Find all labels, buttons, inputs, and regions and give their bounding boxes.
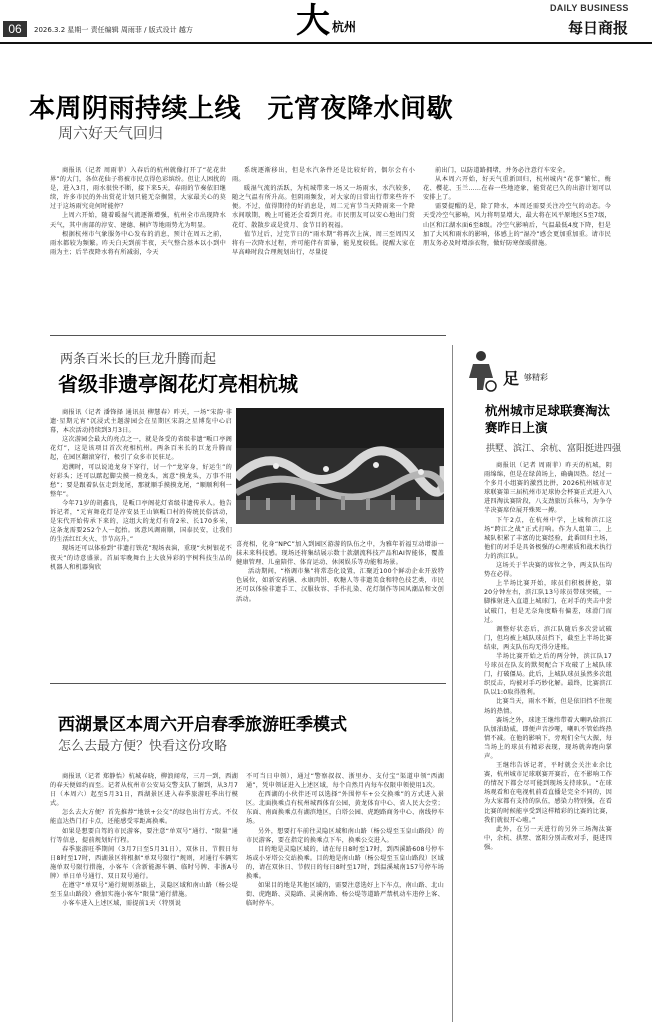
story3-body-1-para: 如果是想要自驾的市民游客，要注意“单双号”通行、“限量”通行等信息，提前规划好行程。 xyxy=(50,827,238,844)
story3-body-2-para: 如果目的地是其他区域的，需要注意选好上下车点，南山路、北山街、虎跑路、灵隐路、灵溪南路、杨公堤等道路严禁机动车违停上客、临时停车。 xyxy=(246,882,444,908)
story2-body-1-para: 现场还可以体验到“非遗打铁花”现场表演，重现“火树银花不夜天”的诗意盛景。首届零晚舞台上大放异彩的宇树科技生品的机器人和机器狗欣 xyxy=(50,545,232,571)
sidebar-divider xyxy=(452,345,453,1022)
sidebar-tag: 够精彩 xyxy=(524,373,548,382)
page-number: 06 xyxy=(8,22,22,36)
story3-body-1-para: 小客车进入上述区域，需提前1天（特别说 xyxy=(62,900,182,908)
story2-body-2-para: 活动期间，“格调市集”将常态化设置，汇聚近100个鲜动企业开放特色展位，如新安药膳、永康肉饼、吹糖人等非遗美食和特色技艺类，市民还可以体验非遗手工、汉服妆容、手作扎染、花灯制作等国风潮品和文创活动。 xyxy=(236,568,444,603)
story2-kicker: 两条百米长的巨龙升腾而起 xyxy=(60,352,217,367)
player-icon xyxy=(463,348,499,392)
story1-body-3-para: 从本周六开始，好天气重新回归，杭州城内“花事”繁忙，梅花、樱花、玉兰……在春一些地迹象，能赏花已久的出游计划可以安排上了。 xyxy=(423,176,611,202)
story3-body-2-para: 目的地是灵隐区域的，请在每日8时至17时，到西溪路608号停车场或小牙塔公交站换乘。目的地是南山路（杨公堤至玉皇山路段）区域的，请在双休日、节假日的每日8时至17时，到温溪城南157号停车场换乘。 xyxy=(246,845,444,881)
story2-column-1 xyxy=(50,408,232,666)
sidebar-body-para: 这场关于半决赛的席位之争，两支队伍均势在必得。 xyxy=(484,562,612,579)
story3-body-1-para: 在遵守“单双号”通行规则基础上，灵隐区域和南山路（杨公堤至玉皇山路段）叠加实施小客车“限量”通行措施。 xyxy=(50,882,238,899)
section-rule-1 xyxy=(50,335,446,336)
story1-body-1: 商报讯（记者 周雨菲）入春后的杭州就像打开了“花花世界”的大门，各位花仙子将被市民点得色彩缤纷。但让人困扰的是，进入3月，雨水很快不断，接下来5天，春雨的节奏依旧继续，许多市民的外出赏花计划只能无奈搁置，大家最关心的莫过于这场雨究竟何时能停？ xyxy=(50,167,226,211)
section-rule-2 xyxy=(50,683,446,684)
story3-body-2-para: 另外，想要打车前往灵隐区域和南山路（杨公堤至玉皇山路段）的市民游客，要在指定的换乘点下车，换乘公交进入。 xyxy=(246,827,444,844)
sidebar-headline: 杭州城市足球联赛淘汰赛昨日上演 xyxy=(485,403,611,435)
story1-body-3-para: 需要提醒的是，除了降水，本周还需要关注冷空气的动态。今天受冷空气影响，风力将明显增大，最大将在风平原地区5至7级，山区和江湖水面6至8级。冷空气影响后，气温最低4度下降，但是加了大风和雨水的影响，体感上的“湿冷”感会更加重加重。请市民朋友务必及时增添衣物，做好防寒保暖措施。 xyxy=(423,203,611,247)
sidebar-column xyxy=(484,461,612,1022)
story1-column-1 xyxy=(50,166,226,301)
story3-body-2-para: 在西湖的小伙伴还可以选择“外围停车+公交换乘”的方式进入景区。北面换乘点有杭州城西体育公园，黄龙体育中心、省人民大会堂；东面、南面换乘点有湖滨地区，白塔公园、虎跑路商务中心、南线停车场。 xyxy=(246,791,444,826)
brand-english: DAILY BUSINESS xyxy=(550,3,629,13)
date-info: 2026.3.2 星期一 责任编辑 周雨菲 / 版式设计 越方 xyxy=(34,26,193,34)
sidebar-body-para: 下午2点，在杭州中学，上城和滨江这场“跨江之战”正式打响。作为人组第二，上城队积累了丰富的比赛经验，此番回归主场，他们的对手是具备极强的心理素质和战术执行力的滨江队。 xyxy=(484,516,612,560)
story3-body-1: 商报讯（记者 郑静怡）杭城春晓，柳浪闻莺，三月一到，西湖的春天便如约而至。记者从杭州市公安局交警支队了解到，从3月7日（本周六）起至5月31日，西湖景区进入春季旅游旺季出行模式。 xyxy=(50,773,238,808)
story2-headline: 省级非遗亭阁花灯亮相杭城 xyxy=(58,372,298,396)
story3-headline: 西湖景区本周六开启春季旅游旺季模式 xyxy=(58,715,347,735)
dragon-lantern-photo xyxy=(236,408,444,524)
story3-subtitle: 怎么去最方便？快看这份攻略 xyxy=(58,739,228,754)
section-big-character: 大 xyxy=(296,1,330,41)
story2-body-1-para: 这次游园会最大的亮点之一，就是备受的省级非遗“畈口亭阁花灯”，这是该项目首次亮相杭州。两条百米长的巨龙升腾而起，在园区翻滚穿行，极引了众多市民驻足。 xyxy=(50,436,232,462)
sidebar-body-para: 比赛当天，雨水不断，但是依旧挡不住现场的热情。 xyxy=(484,698,612,715)
brand-chinese: 每日商报 xyxy=(568,19,629,37)
sidebar-subtitle: 拱墅、滨江、余杭、富阳挺进四强 xyxy=(486,444,622,454)
sidebar-badge: 足 xyxy=(503,369,520,388)
story1-subtitle: 周六好天气回归 xyxy=(58,124,164,142)
header-rule xyxy=(0,42,652,44)
sidebar-body-para: 王继纬告诉记者，平时就会关注业余比赛，杭州城市足球联赛开赛后，在不影响工作的情况下都会尽可能到现场支持球队。“在球场观看和在电视机前看直播是完全不同的，因为大家都有支持的队伍，感染力特别强，在看比赛的时候能享受到这样精彩的比赛的比赛，我们就很开心啦。” xyxy=(484,762,612,824)
story2-column-2 xyxy=(236,540,444,666)
sidebar-body-para: 半场比赛开始之后的两分钟，滨江队17号球员在队友的默契配合下攻破了上城队球门，打破僵局。此后，上城队球员虽然多次组织反击，均被对手巧妙化解。最终，比赛滨江队以1:0取得胜利。 xyxy=(484,652,612,697)
story1-headline: 本周阴雨持续上线 元宵夜降水间歇 xyxy=(29,94,454,124)
story1-body-2-para: 值节过后，过完节日的“雨水期”将再次上演，周三至周四又将有一次降水过程，并可能伴有雷暴，能见度较低。提醒大家在早高峰时段合理规划出行，尽量提 xyxy=(232,230,415,256)
story1-body-2-para: 暖湿气流的活跃，为杭城带来一场又一场雨水，水汽较多，随之气温有所升高。但阴雨频发，对大家的日常出行带来些许不便。不过，值得期待的好消息是，周二元宵节当天降雨来一个降水间歇期，晚上可能还会看到月亮。市民朋友可以安心地出门赏花灯、散散步或是赏月、食节目的祝福。 xyxy=(232,185,415,229)
story2-body-1: 商报讯（记者 潘锋择 通讯员 柳慧春）昨天，一场“宋韵·非遗·星期元宵”沉浸式主题游园会在星期区宋韵之星博览中心启幕，本次活动持续到3月3日。 xyxy=(50,409,232,435)
sidebar-body-para: 调整好状态后，滨江队随后多次尝试破门，但均被上城队球员挡下，截至上半场比赛结束，两支队伍均无得分进账。 xyxy=(484,625,612,651)
sidebar-body-para: 此外，在另一天进行的另外三场淘汰赛中，余杭、拱墅、富阳分别击败对手，挺进四强。 xyxy=(484,825,612,851)
sidebar-body-para: 上半场比赛开始，球员们积极拼抢，第20分钟左右，滨江队13号球员带球突破，一脚推射进入直道上城球门，在对手的夹击中尝试破门，但是无奈角度略有偏差，球滑门而过。 xyxy=(484,580,612,624)
story2-body-1-para: 今年71岁的胡鑫良，是畈口亭阁花灯省级非遗传承人。他告诉记者，“元宵舞花灯是淳安县王山镇畈口村的传统民俗活动，是宋代开始传承下来的，这组大的龙灯有奇2米、长170多米，这条龙需要252个人一起抬。寓意风调雨顺，国泰民安，让我们的生活红红火火、节节高升。” xyxy=(50,499,232,544)
story1-body-1-para: 上周六开始，随着暖湿气流逐渐增强，杭州全市出现降水天气，其中南部的淳安、建德、桐庐等地雨势尤为明显。 xyxy=(50,212,226,229)
story3-body-1-para: 春季旅游旺季期间（3月7日至5月31日），双休日、节假日每日8时至17时，西湖景区将根据“单双号限行”规则，对通行车辆实施单双号限行措施，小客车（含新能源车辆、临时号牌、非浙A号牌）单日单号通行、双日双号通行。 xyxy=(50,845,238,881)
story2-body-2: 喜亮相，化身“NPC”加入到园区游游的队伍之中，为雅年祈福互动增添一抹未来科技感。现场还将集结展示数十款潮流科技产品和AI智能体，覆盖健康管理、儿童陪伴、体育运动、休闲娱乐等功能和场景。 xyxy=(236,541,444,567)
story1-body-2: 系统逐渐移出，但是水汽条件还是比较好的，偶尔会有小雨。 xyxy=(232,167,415,184)
section-name: 杭州 xyxy=(332,20,357,34)
football-illustration xyxy=(463,348,499,392)
story3-column-2 xyxy=(246,772,444,1022)
story2-body-1-para: 追溯时，可以说追龙身下穿行，讨一个“龙穿身，好运生”的好彩头；还可以踮起脚尖摸一摸龙头，寓意“摸龙头，万事不用愁”；要是跟着队伍走到龙尾，那就顺手摸摸龙尾，“顺顺利利一整年”。 xyxy=(50,463,232,498)
story3-body-1-para: 怎么去大方便？首先推荐“地铁+公交”的绿色出行方式。不仅能直达热门打卡点，还能感受零距离换乘。 xyxy=(50,809,238,826)
story1-column-3 xyxy=(423,166,611,316)
story1-body-1-para: 根据杭州市气象服务中心发布的消息，预计在周五之前，雨水都较为频繁。昨天白天到前半夜，天气整合基本以小到中雨为主；后半夜降水将有所减弱，今天 xyxy=(50,230,226,256)
photo-illustration xyxy=(236,408,444,524)
sidebar-body: 商报讯（记者 周雨菲）昨天的杭城，阴雨绵绵，但是在绿茵场上，确确因热。经过一个多月小组赛的激烈比拼，2026杭州城市足球联赛第三届杭州市足球协会杯赛正式进入八进四淘汰赛阶段，八支劲旅厉兵秣马，为争夺半决赛席位展开殊死一搏。 xyxy=(484,462,612,515)
sidebar-body-para: 赛场之外，球迷王继纬带着大喇叭给滨江队加油助威，即便声音沙哑，喇叭不管始终热情不减。在他的影响下，旁观们全气大振，每当场上的球员有精彩表现，现场就奔跑向掌声。 xyxy=(484,716,612,760)
story1-body-3: 前出门，以防道路拥堵，并务必注意行车安全。 xyxy=(435,167,570,174)
story1-column-2 xyxy=(232,166,415,301)
story3-column-1 xyxy=(50,772,238,1022)
story3-body-2: 不可当日申领），通过“警察叔叔、浙里办、支付宝”渠道申领“西湖通”，凭申领证进入上述区域，每个自然月内每车仅限申领使用1次。 xyxy=(246,773,444,790)
header xyxy=(0,0,652,44)
